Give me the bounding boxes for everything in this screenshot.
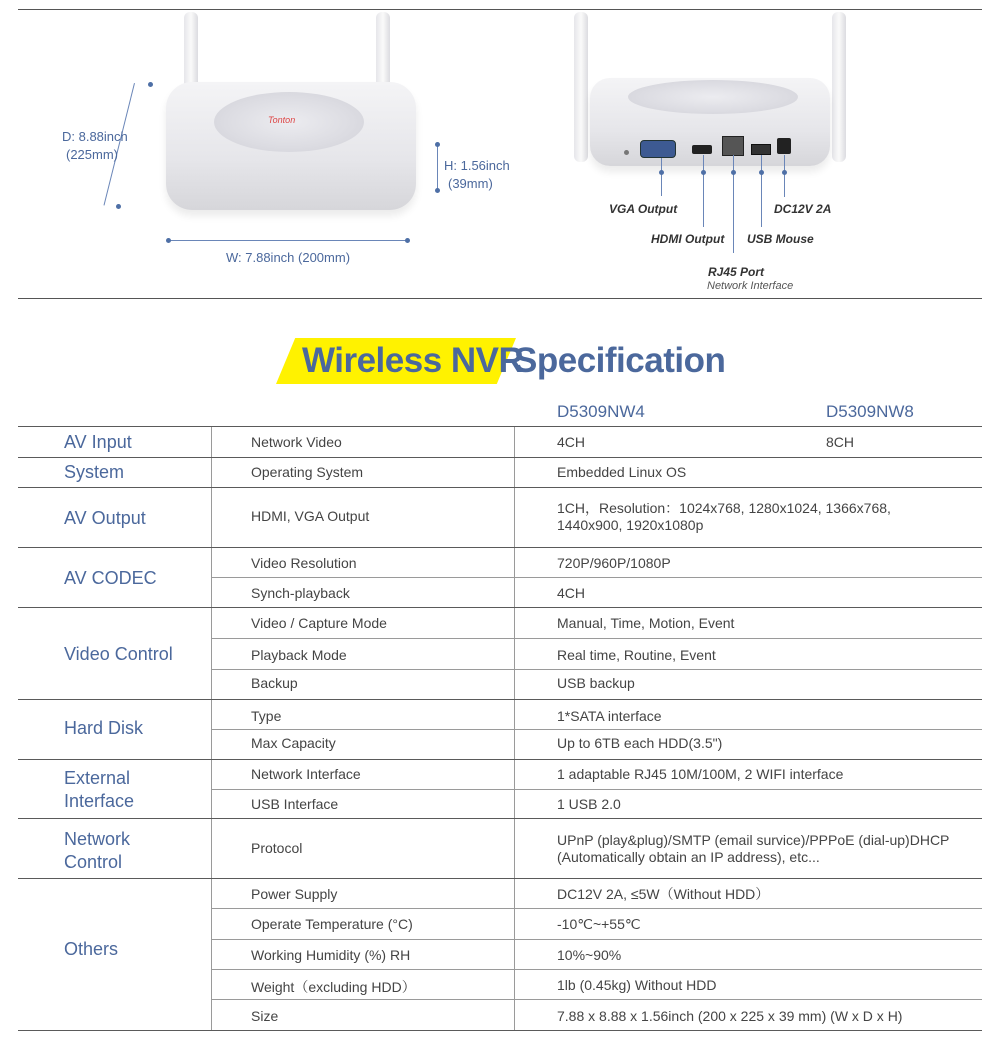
- row-label: Weight（excluding HDD）: [251, 979, 416, 995]
- rj45-sublabel: Network Interface: [707, 280, 794, 292]
- row-label: USB Interface: [251, 796, 339, 812]
- row-divider: [212, 577, 982, 578]
- row-value: Up to 6TB each HDD(3.5"): [557, 735, 723, 751]
- row-value: 1*SATA interface: [557, 708, 662, 724]
- row-divider: [212, 729, 982, 730]
- section-divider: [18, 759, 982, 760]
- usb-lead: [761, 155, 762, 227]
- title-part2: Specification: [514, 341, 726, 380]
- dc-lead: [784, 155, 785, 197]
- row-divider: [212, 999, 982, 1000]
- hdmi-port: [692, 145, 712, 154]
- row-divider: [212, 969, 982, 970]
- category-av-output: AV Output: [64, 508, 146, 528]
- model-1: D5309NW4: [557, 402, 645, 421]
- row-label: Backup: [251, 675, 298, 691]
- row-divider: [212, 939, 982, 940]
- row-label: Video / Capture Mode: [251, 615, 387, 631]
- hdmi-dot: [701, 170, 706, 175]
- row-label: Power Supply: [251, 886, 338, 902]
- brand-logo: Tonton: [268, 115, 296, 125]
- category-network-control-line1: Network: [64, 829, 131, 849]
- row-value-line2: (Automatically obtain an IP address), etc...: [557, 849, 820, 865]
- reset-hole: [624, 150, 629, 155]
- row-value: 4CH: [557, 434, 586, 450]
- vga-port: [640, 140, 676, 158]
- row-label: Working Humidity (%) RH: [251, 947, 411, 963]
- dc-dot: [782, 170, 787, 175]
- category-others: Others: [64, 939, 119, 959]
- row-divider: [212, 789, 982, 790]
- category-external-interface-line2: Interface: [64, 791, 135, 811]
- row-value: 4CH: [557, 585, 586, 601]
- height-line: [437, 144, 438, 190]
- height-sublabel: (39mm): [448, 176, 493, 191]
- table-top-rule: [18, 426, 982, 427]
- row-value: -10℃~+55℃: [557, 916, 641, 932]
- row-label: Operating System: [251, 464, 364, 480]
- row-label: Network Interface: [251, 766, 361, 782]
- row-divider: [212, 908, 982, 909]
- section-divider: [18, 547, 982, 548]
- row-value-line2: 1440x900, 1920x1080p: [557, 517, 704, 533]
- table-bottom-rule: [18, 1030, 982, 1031]
- usb-dot: [759, 170, 764, 175]
- category-external-interface-line1: External: [64, 768, 131, 788]
- category-av-codec: AV CODEC: [64, 568, 157, 588]
- row-value: 1 adaptable RJ45 10M/100M, 2 WIFI interface: [557, 766, 844, 782]
- depth-sublabel: (225mm): [66, 147, 119, 162]
- row-value: Real time, Routine, Event: [557, 647, 716, 663]
- row-value: Manual, Time, Motion, Event: [557, 615, 735, 631]
- width-line: [168, 240, 408, 241]
- row-value-line1: UPnP (play&plug)/SMTP (email survice)/PPPoE (dial-up)DHCP: [557, 832, 950, 848]
- row-label: Video Resolution: [251, 555, 357, 571]
- row-value: Embedded Linux OS: [557, 464, 687, 480]
- depth-label: D: 8.88inch: [62, 129, 128, 144]
- row-divider: [212, 638, 982, 639]
- section-divider: [18, 699, 982, 700]
- category-hard-disk: Hard Disk: [64, 718, 144, 738]
- row-value: USB backup: [557, 675, 635, 691]
- top-rule: [18, 9, 982, 10]
- width-label: W: 7.88inch (200mm): [226, 250, 351, 265]
- usb-port: [751, 144, 771, 155]
- row-value: 1lb (0.45kg) Without HDD: [557, 977, 717, 993]
- rj45-port: [722, 136, 744, 156]
- section-divider: [18, 607, 982, 608]
- row-label: Max Capacity: [251, 735, 336, 751]
- model-2: D5309NW8: [826, 402, 914, 421]
- height-label: H: 1.56inch: [444, 158, 510, 173]
- row-value-line1: 1CH，Resolution：1024x768, 1280x1024, 1366x768,: [557, 500, 891, 516]
- row-label: Network Video: [251, 434, 342, 450]
- row-value: 7.88 x 8.88 x 1.56inch (200 x 225 x 39 mm) (W x D x H): [557, 1008, 903, 1024]
- row-value: 1 USB 2.0: [557, 796, 621, 812]
- section-rule: [18, 298, 982, 299]
- usb-label: USB Mouse: [747, 232, 814, 246]
- row-label: Protocol: [251, 840, 303, 856]
- row-label: Operate Temperature (°C): [251, 916, 413, 932]
- category-network-control-line2: Control: [64, 852, 123, 872]
- row-label: Type: [251, 708, 282, 724]
- dc-label: DC12V 2A: [774, 202, 832, 216]
- row-value: 720P/960P/1080P: [557, 555, 671, 571]
- hdmi-lead: [703, 155, 704, 227]
- depth-dot-top: [148, 82, 153, 87]
- row-value: DC12V 2A, ≤5W（Without HDD）: [557, 886, 770, 902]
- height-dot-bottom: [435, 188, 440, 193]
- nvr-back-top: [628, 80, 798, 114]
- height-dot-top: [435, 142, 440, 147]
- vga-label: VGA Output: [609, 202, 678, 216]
- section-divider: [18, 457, 982, 458]
- depth-dot-bottom: [116, 204, 121, 209]
- row-label: Playback Mode: [251, 647, 347, 663]
- row-value-model-2: 8CH: [826, 434, 855, 450]
- section-divider: [18, 878, 982, 879]
- width-dot-left: [166, 238, 171, 243]
- title-part1: Wireless NVR: [302, 341, 524, 380]
- width-dot-right: [405, 238, 410, 243]
- row-value: 10%~90%: [557, 947, 622, 963]
- row-label: Size: [251, 1008, 279, 1024]
- rj45-dot: [731, 170, 736, 175]
- row-label: Synch-playback: [251, 585, 350, 601]
- back-antenna-right: [832, 12, 846, 162]
- vga-lead: [661, 158, 662, 196]
- dc-port: [777, 138, 791, 154]
- rj45-label: RJ45 Port: [708, 265, 765, 279]
- category-av-input: AV Input: [64, 432, 132, 452]
- row-label: HDMI, VGA Output: [251, 508, 370, 524]
- row-divider: [212, 669, 982, 670]
- vga-dot: [659, 170, 664, 175]
- hdmi-label: HDMI Output: [651, 232, 725, 246]
- section-divider: [18, 487, 982, 488]
- section-divider: [18, 818, 982, 819]
- category-system: System: [64, 462, 125, 482]
- back-antenna-left: [574, 12, 588, 162]
- category-video-control: Video Control: [64, 644, 173, 664]
